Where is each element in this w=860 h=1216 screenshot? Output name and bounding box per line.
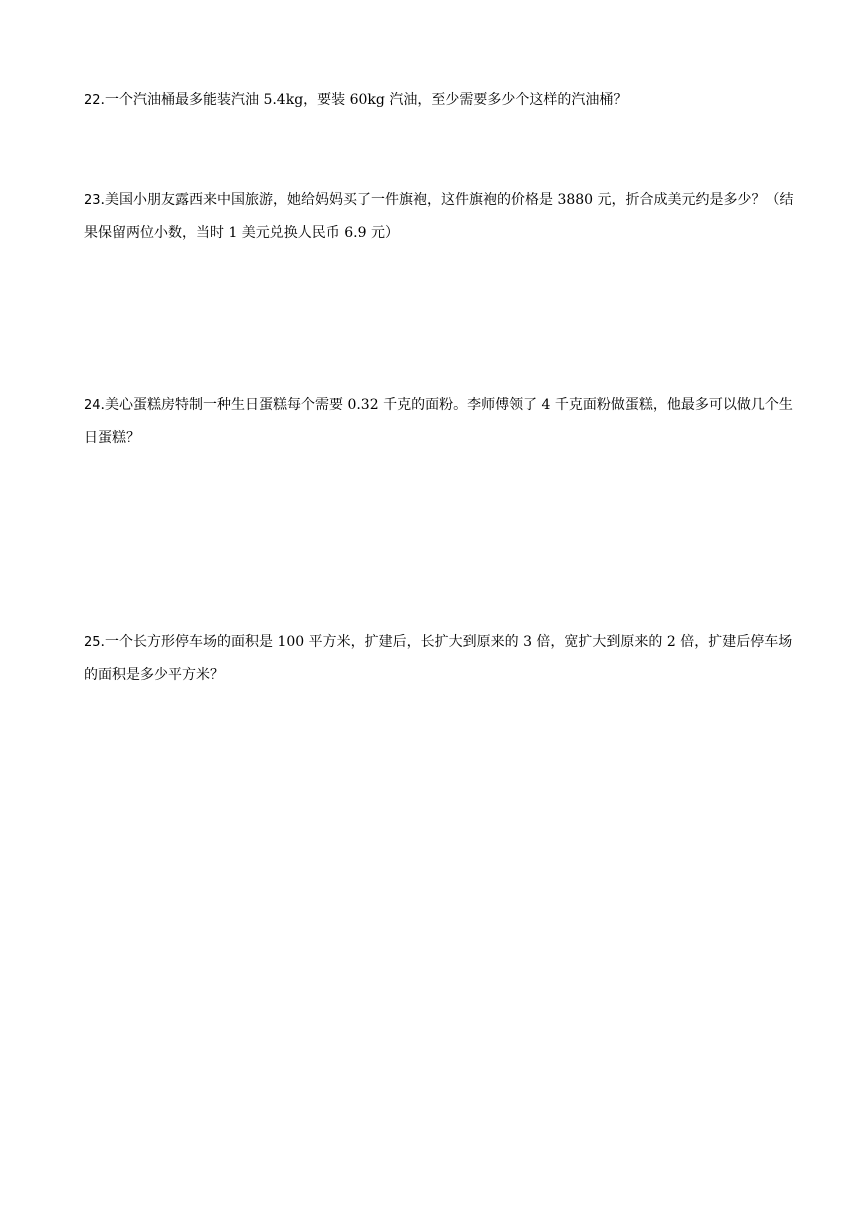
question-25 [84, 626, 804, 692]
question-number: 23 [84, 193, 101, 208]
question-text: 美国小朋友露西来中国旅游，她给妈妈买了一件旗袍，这件旗袍的价格是 3880 元，折合成美元约是多少？（结果保留两位小数，当时 1 美元兑换人民币 6.9 元） [84, 192, 794, 241]
question-separator: . [100, 192, 105, 208]
question-text: 美心蛋糕房特制一种生日蛋糕每个需要 0.32 千克的面粉。李师傅领了 4 千克面粉做蛋糕，他最多可以做几个生日蛋糕？ [84, 397, 793, 446]
question-separator: . [100, 634, 105, 650]
question-text: 一个长方形停车场的面积是 100 平方米，扩建后，长扩大到原来的 3 倍，宽扩大到原来的 2 倍，扩建后停车场的面积是多少平方米？ [84, 634, 793, 683]
question-number: 22 [84, 93, 101, 108]
question-number: 24 [84, 398, 101, 413]
question-23 [84, 184, 804, 250]
question-separator: . [100, 397, 105, 413]
question-24 [84, 389, 804, 455]
question-text: 一个汽油桶最多能装汽油 5.4kg，要装 60kg 汽油，至少需要多少个这样的汽油桶？ [105, 92, 628, 108]
question-number: 25 [84, 635, 101, 650]
question-22 [84, 84, 804, 117]
question-separator: . [100, 92, 105, 108]
